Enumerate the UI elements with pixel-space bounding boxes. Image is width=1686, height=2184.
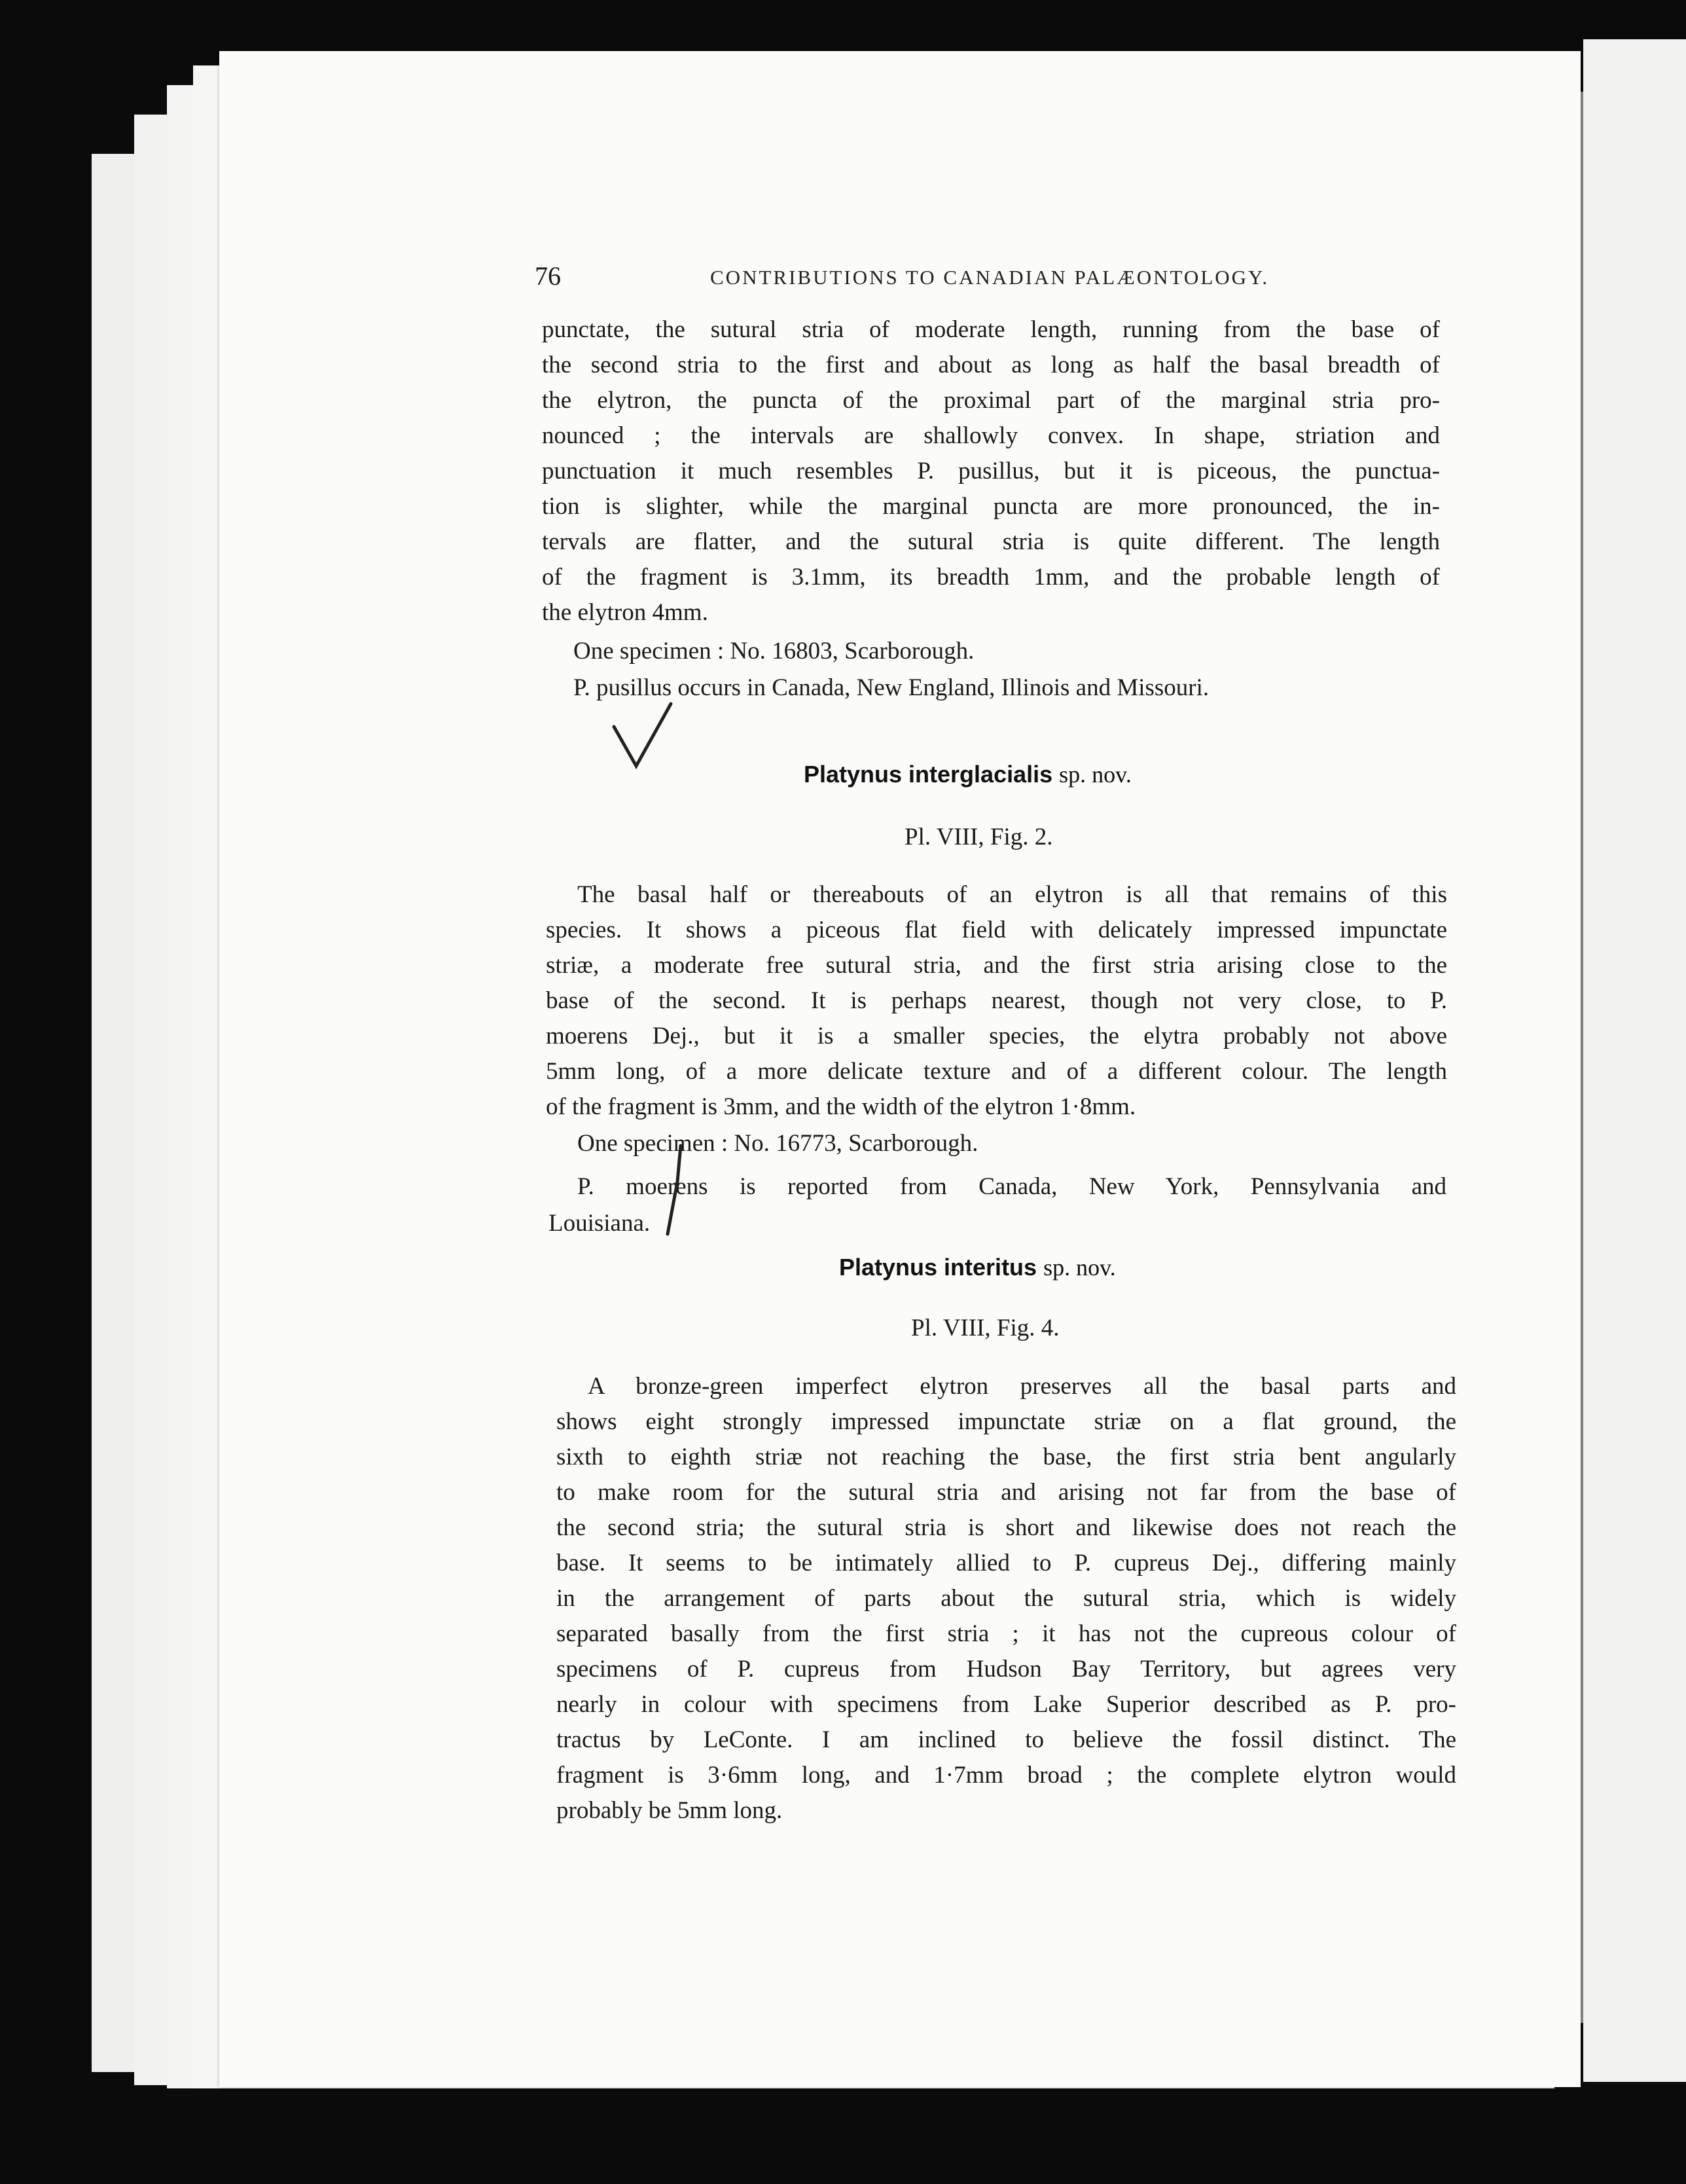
running-head-title: CONTRIBUTIONS TO CANADIAN PALÆONTOLOGY. <box>710 266 1270 289</box>
running-head <box>537 257 1453 297</box>
text-line: striæ, a moderate free sutural stria, and the first stria arising close to the <box>546 952 1447 979</box>
text-line: tion is slighter, while the marginal puncta are more pronounced, the in- <box>542 493 1440 520</box>
text-line: of the fragment is 3mm, and the width of the elytron 1·8mm. <box>546 1093 1136 1120</box>
text-line: tervals are flatter, and the sutural stria is quite different. The length <box>542 528 1440 555</box>
range-text: P. moerens is reported from Canada, New York, Pennsylvania and <box>577 1173 1446 1200</box>
species-description <box>556 1369 1456 1829</box>
text-line: nearly in colour with specimens from Lake Superior described as P. pro- <box>556 1691 1456 1718</box>
pencil-stroke-icon <box>655 1142 694 1241</box>
text-line: in the arrangement of parts about the sutural stria, which is widely <box>556 1585 1456 1612</box>
text-line: specimens of P. cupreus from Hudson Bay Territory, but agrees very <box>556 1656 1456 1683</box>
species-name: Platynus interitus <box>839 1254 1037 1281</box>
range-text: Louisiana. <box>548 1210 651 1237</box>
text-line: probably be 5mm long. <box>556 1797 783 1824</box>
text-line: shows eight strongly impressed impunctate striæ on a flat ground, the <box>556 1408 1456 1435</box>
text-line: sixth to eighth striæ not reaching the base, the first stria bent angularly <box>556 1444 1456 1470</box>
plate-reference: Pl. VIII, Fig. 4. <box>911 1315 1060 1341</box>
text-line: the elytron 4mm. <box>542 599 708 626</box>
page-number: 76 <box>535 261 561 291</box>
text-line: punctate, the sutural stria of moderate length, running from the base of <box>542 316 1440 343</box>
text-line: the second stria to the first and about as long as half the basal breadth of <box>542 352 1440 378</box>
species-suffix: sp. nov. <box>1059 761 1132 788</box>
specimen-text: One specimen : No. 16803, Scarborough. <box>573 638 975 664</box>
specimen-text: One specimen : No. 16773, Scarborough. <box>577 1130 978 1157</box>
specimen-line <box>573 634 1228 669</box>
text-line: the second stria; the sutural stria is short and likewise does not reach the <box>556 1514 1456 1541</box>
text-line: tractus by LeConte. I am inclined to believe the fossil distinct. The <box>556 1726 1456 1753</box>
range-line <box>548 1206 876 1241</box>
range-text: P. pusillus occurs in Canada, New England, Illinois and Missouri. <box>573 674 1210 701</box>
species-description <box>546 877 1447 1125</box>
text-line: to make room for the sutural stria and arising not far from the base of <box>556 1479 1456 1506</box>
text-line: of the fragment is 3.1mm, its breadth 1mm, and the probable length of <box>542 564 1440 591</box>
species-name: Platynus interglacialis <box>804 761 1053 788</box>
text-line: 5mm long, of a more delicate texture and of a different colour. The length <box>546 1058 1447 1085</box>
text-line: nounced ; the intervals are shallowly convex. In shape, striation and <box>542 422 1440 449</box>
species-heading <box>804 761 1132 788</box>
paragraph-continuation <box>542 312 1440 630</box>
text-line: The basal half or thereabouts of an elytron is all that remains of this <box>577 881 1447 908</box>
text-line: base. It seems to be intimately allied to P. cupreus Dej., differing mainly <box>556 1550 1456 1576</box>
text-line: separated basally from the first stria ; it has not the cupreous colour of <box>556 1620 1456 1647</box>
range-line <box>577 1169 1446 1205</box>
text-line: species. It shows a piceous flat field with delicately impressed impunctate <box>546 917 1447 943</box>
species-heading <box>839 1254 1116 1281</box>
text-line: fragment is 3·6mm long, and 1·7mm broad ; the complete elytron would <box>556 1762 1456 1789</box>
text-line: punctuation it much resembles P. pusillus, but it is piceous, the punctua- <box>542 458 1440 484</box>
check-mark-icon <box>609 701 681 773</box>
plate-reference: Pl. VIII, Fig. 2. <box>905 824 1053 850</box>
text-line: A bronze-green imperfect elytron preserves all the basal parts and <box>588 1373 1456 1400</box>
species-suffix: sp. nov. <box>1043 1254 1116 1281</box>
text-line: base of the second. It is perhaps nearest, though not very close, to P. <box>546 987 1447 1014</box>
range-line <box>573 670 1391 706</box>
facing-page <box>1583 39 1686 2082</box>
text-line: moerens Dej., but it is a smaller species, the elytra probably not above <box>546 1023 1447 1049</box>
text-line: the elytron, the puncta of the proximal part of the marginal stria pro- <box>542 387 1440 414</box>
